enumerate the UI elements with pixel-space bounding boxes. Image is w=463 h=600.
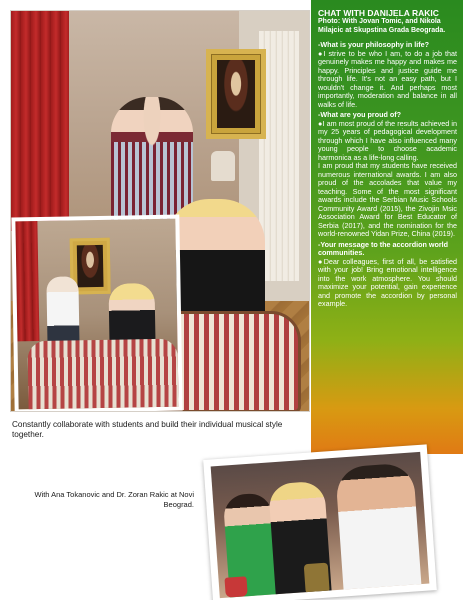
red-cup bbox=[224, 576, 247, 597]
group-selfie-photo bbox=[203, 444, 437, 600]
inset-curtain bbox=[15, 221, 39, 341]
main-photo bbox=[10, 10, 310, 412]
framed-portrait-painting bbox=[206, 49, 266, 139]
answer-proud-awards: I am proud that my students have received numerous international awards. I am also proud of the accolades that value my teaching. Some of the most significant awards include the Serbian Music Schools Community Award (2015), the Zivojin Msic Association Award for Best Educator of Serbia (2017), and the nomination for the world-renowned Yidan Prize, China (2019). bbox=[318, 161, 457, 238]
sidebar-title: CHAT WITH DANIJELA RAKIC bbox=[318, 8, 439, 18]
answer-philosophy: ●I strive to be who I am, to do a job that genuinely makes me happy and makes me happy. Principles and justice guide me through life. It's not an easy path, but I wouldn't change it. And perhaps most importantly, moderation and balance in all walks of life. bbox=[318, 48, 457, 109]
question-message: -Your message to the accordion world communities. bbox=[318, 239, 449, 257]
inset-student bbox=[46, 276, 79, 347]
question-proud: -What are you proud of? bbox=[318, 110, 402, 119]
main-photo-caption: Constantly collaborate with students and build their individual musical style together. bbox=[12, 420, 283, 439]
question-philosophy: -What is your philosophy in life? bbox=[318, 40, 430, 49]
inset-photo bbox=[11, 215, 182, 412]
group-selfie-image bbox=[211, 452, 430, 598]
sidebar-photo-caption: Photo: With Jovan Tomic, and Nikola Milajcic at Skupstina Grada Beograda. bbox=[318, 18, 446, 34]
person-white-shirt bbox=[335, 462, 422, 597]
answer-proud-results: ●I am most proud of the results achieved in my 25 years of pedagogical development through which I have also influenced many young people to choose academic harmonica as a life-long calling. bbox=[318, 118, 457, 162]
drink-glass bbox=[304, 563, 330, 595]
interview-sidebar bbox=[311, 0, 463, 454]
inset-armchair bbox=[27, 339, 178, 412]
answer-message: ●Dear colleagues, first of all, be satisfied with your job! Bring emotional intelligence into the work atmosphere. You should maximize your potential, gain experience and promote the accordion by personal example. bbox=[318, 256, 457, 308]
second-photo-caption: With Ana Tokanovic and Dr. Zoran Rakic at Novi Beograd. bbox=[34, 490, 194, 509]
red-curtain bbox=[11, 11, 69, 231]
lamp bbox=[211, 151, 235, 181]
